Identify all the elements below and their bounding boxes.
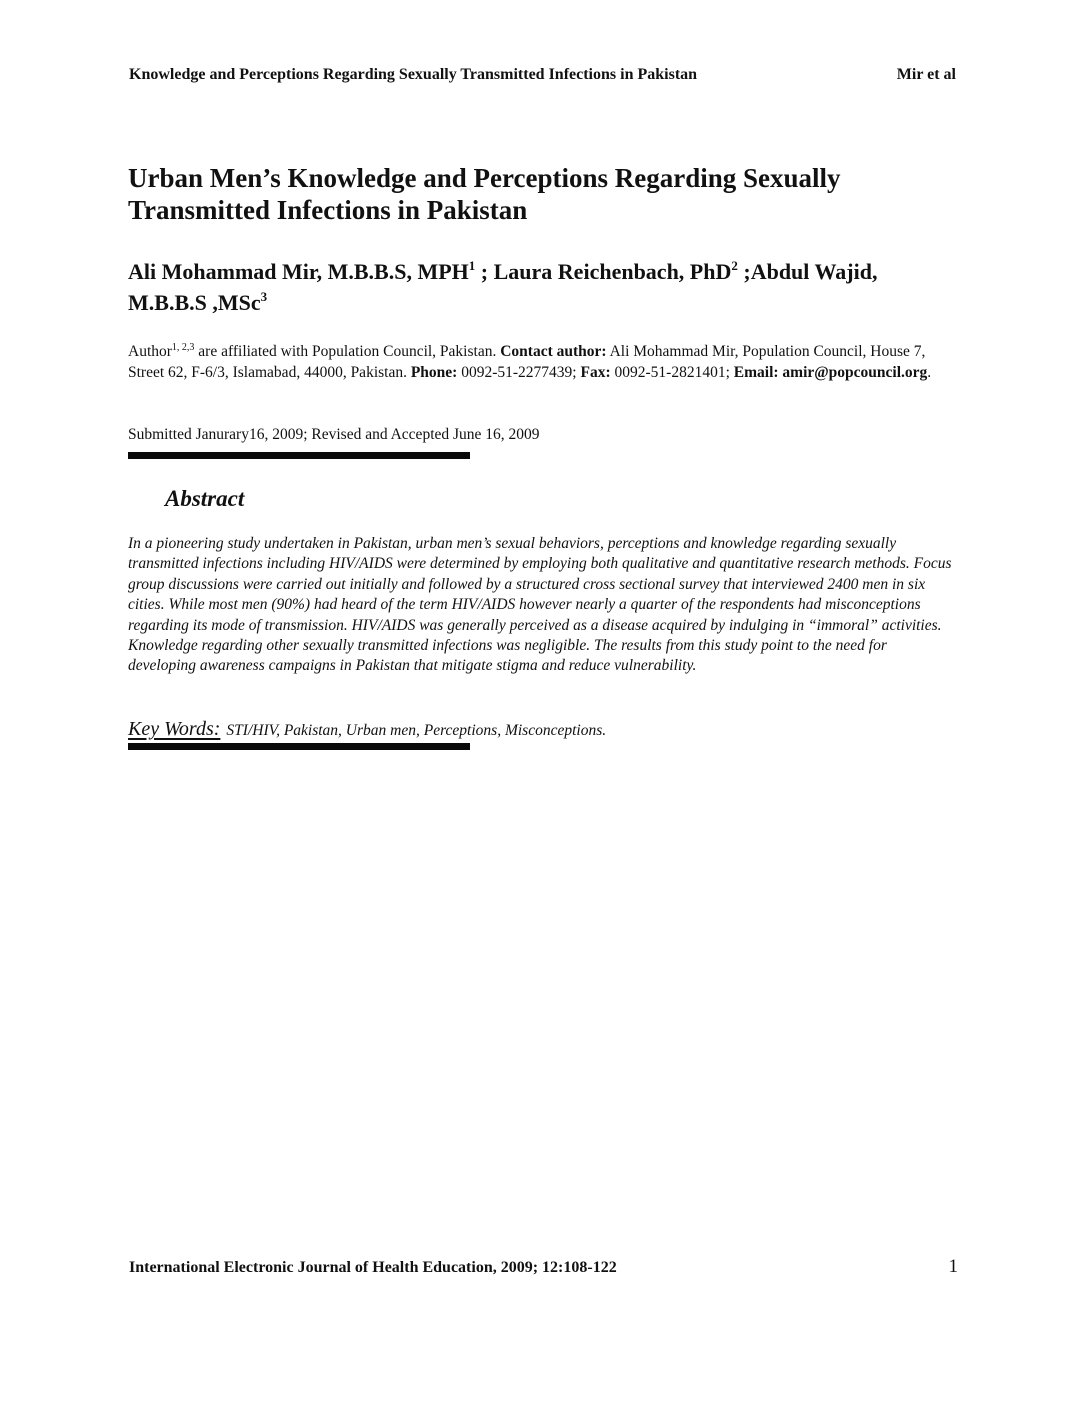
author-separator: ; bbox=[475, 259, 494, 284]
abstract-heading: Abstract bbox=[165, 486, 245, 511]
section-divider bbox=[128, 452, 470, 459]
running-title: Knowledge and Perceptions Regarding Sexually Transmitted Infections in Pakistan bbox=[129, 66, 698, 83]
phone-value: 0092-51-2277439; bbox=[457, 364, 581, 381]
fax-label: Fax: bbox=[580, 364, 611, 381]
author-affiliation-marker: 1 bbox=[468, 258, 476, 273]
keywords-line bbox=[128, 718, 606, 741]
author-separator: ; bbox=[737, 259, 751, 284]
email-suffix: . bbox=[927, 364, 932, 381]
affiliation-block bbox=[128, 341, 958, 383]
author-name: Abdul Wajid, M.B.B.S ,MSc bbox=[128, 259, 878, 315]
contact-label: Contact author: bbox=[500, 343, 607, 360]
abstract-body: In a pioneering study undertaken in Pakistan, urban men’s sexual behaviors, perceptions and knowledge regarding sexually transmitted infections including HIV/AIDS were determined by employing both qualitative and quantitative research methods. Focus group discussions were carried out initially and followed by a structured cross sectional survey that interviewed 2400 men in six cities. While most men (90%) had heard of the term HIV/AIDS however nearly a quarter of the respondents had misconceptions regarding its mode of transmission. HIV/AIDS was generally perceived as a disease acquired by indulging in “immoral” activities. Knowledge regarding other sexually transmitted infections was negligible. The results from this study point to the need for developing awareness campaigns in Pakistan that mitigate stigma and reduce vulnerability. bbox=[128, 535, 952, 675]
keywords-label: Key Words: bbox=[128, 718, 221, 740]
running-author: Mir et al bbox=[896, 66, 956, 83]
affiliation-prefix: Author bbox=[128, 343, 172, 360]
author-name: Laura Reichenbach, PhD bbox=[493, 259, 732, 284]
author-affiliation-marker: 2 bbox=[731, 258, 738, 273]
affiliation-marker: 1, 2,3 bbox=[171, 342, 195, 353]
affiliation-text: are affiliated with Population Council, Pakistan. bbox=[194, 343, 501, 360]
paper-title: Urban Men’s Knowledge and Perceptions Regarding Sexually Transmitted Infections in Pakistan bbox=[128, 163, 841, 225]
footer-journal-citation: International Electronic Journal of Health Education, 2009; 12:108-122 bbox=[129, 1259, 617, 1276]
author-affiliation-marker: 3 bbox=[260, 289, 268, 304]
phone-label: Phone: bbox=[410, 364, 458, 381]
keywords-values: STI/HIV, Pakistan, Urban men, Perceptions, Misconceptions. bbox=[226, 722, 607, 739]
email-value[interactable]: amir@popcouncil.org bbox=[778, 364, 928, 381]
contact-text: Ali Mohammad Mir, Population Council, House 7, Street 62, F-6/3, Islamabad, 44000, Pakistan. bbox=[128, 343, 926, 381]
author-list bbox=[128, 256, 948, 318]
author-name: Ali Mohammad Mir, M.B.B.S, MPH bbox=[128, 259, 469, 284]
page-number: 1 bbox=[948, 1256, 958, 1277]
email-label: Email: bbox=[733, 364, 779, 381]
submission-dates: Submitted Janurary16, 2009; Revised and Accepted June 16, 2009 bbox=[128, 426, 540, 443]
section-divider bbox=[128, 743, 470, 750]
fax-value: 0092-51-2821401; bbox=[610, 364, 734, 381]
